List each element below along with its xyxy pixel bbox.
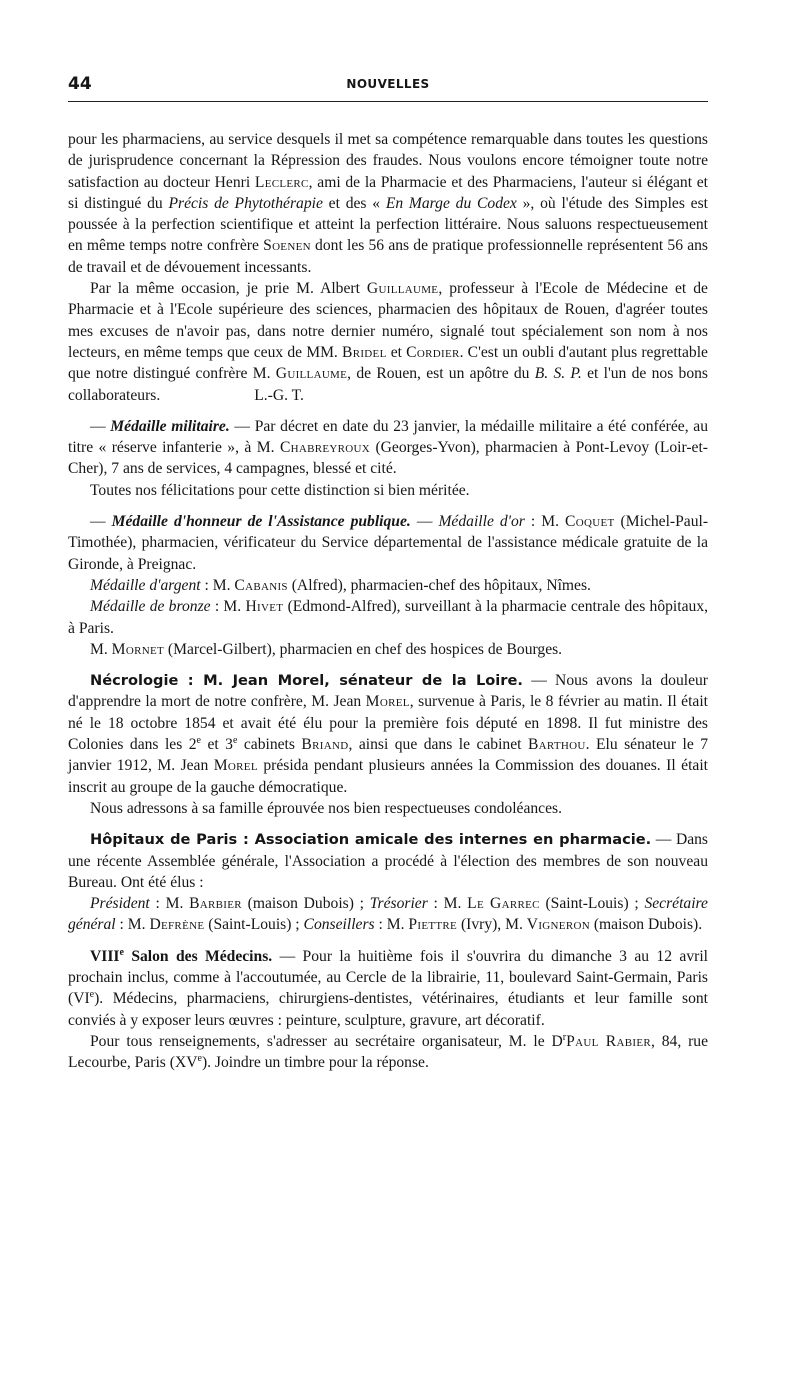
society-abbreviation: B. S. P. [534,365,582,383]
paragraph-hopitaux-paris: Hôpitaux de Paris : Association amicale des internes en pharmacie. — Dans une récente Assemblée générale, l'Association a procédé à l'élection des membres de son nouveau Bureau. Ont été élus : [68,831,708,891]
medal-class: Médaille d'or [438,513,525,531]
section-heading: Nécrologie : M. Jean Morel, sénateur de la Loire. [90,672,523,690]
person-name: Paul Rabier [566,1032,651,1050]
role-title: Conseillers [303,916,375,934]
paragraph-necrologie: Nécrologie : M. Jean Morel, sénateur de la Loire. — Nous avons la douleur d'apprendre la mort de notre confrère, M. Jean Morel, survenue à Paris, le 8 février au matin. Il était né le 18 octobre 1854 et avait été élu pour la première fois député en 1898. Il fut ministre des Colonies dans les 2e et 3e cabinets Briand, ainsi que dans le cabinet Barthou. Elu sénateur le 7 janvier 1912, M. Jean Morel présida pendant plusieurs années la Commission des douanes. Il était inscrit au groupe de la gauche démocratique. [68,672,709,796]
paragraph-salon-medecins: VIIIe Salon des Médecins. — Pour la huitième fois il s'ouvrira du dimanche 3 au 12 avril prochain inclus, comme à l'accoutumée, au Cercle de la librairie, 11, boulevard Saint-Germain, Paris (VIe). Médecins, pharmaciens, chirurgiens-dentistes, vétérinaires, étudiants et leur famille sont conviés à y exposer leurs œuvres : peinture, sculpture, gravure, art décoratif. [68,946,708,1029]
running-title: NOUVELLES [346,77,430,91]
person-name: Vigneron [526,916,590,934]
header-rule [68,101,708,102]
author-signature: L.-G. T. [254,386,304,404]
page-number: 44 [68,74,92,94]
paragraph-felicitations: Toutes nos félicitations pour cette distinction si bien méritée. [90,481,470,499]
person-name: Morel [365,693,410,711]
page-header [68,74,708,98]
person-name: Hivet [245,598,284,616]
section-heading: VIIIe Salon des Médecins. [90,946,273,965]
person-name: Bridel [342,343,387,361]
medal-class: Médaille de bronze [90,598,211,616]
section-heading: Médaille militaire. [110,417,230,435]
person-name: Cordier [406,343,460,361]
person-name: Defrène [149,916,205,934]
person-name: Coquet [565,513,615,531]
section-heading: Médaille d'honneur de l'Assistance publique. [111,513,411,531]
person-name: Guillaume [275,365,348,383]
person-name: Piettre [408,916,458,934]
paragraph-renseignements: Pour tous renseignements, s'adresser au secrétaire organisateur, M. le $D^rPaul$ Rabier, 84, rue Lecourbe, Paris (XVe). Joindre un timbre pour la réponse. [68,1031,708,1072]
book-title: Précis de Phytothérapie [168,194,323,212]
paragraph-guillaume-apology: Par la même occasion, je prie M. Albert Guillaume, professeur à l'Ecole de Médecine et de Pharmacie et à l'Ecole supérieure des sciences, pharmacien des hôpitaux de Rouen, d'agréer toutes mes excuses de n'avoir pas, dans notre dernier numéro, signalé tout spécialement son nom à nos lecteurs, en même temps que ceux de MM. Bridel et Cordier. C'est un oubli d'autant plus regrettable que notre distingué confrère M. Guillaume, de Rouen, est un apôtre du B. S. P. et l'un de nos bons collaborateurs. L.-G. T. [68,280,708,404]
role-title: Président [90,895,150,913]
paragraph-bureau-members: Président : M. Barbier (maison Dubois) ; Trésorier : M. Le Garrec (Saint-Louis) ; Secrétaire général : M. Defrène (Saint-Louis) ; Conseillers : M. Piettre (Ivry), M. Vigneron (maison Dubois). [68,895,708,934]
paragraph-medaille-militaire: — Médaille militaire. — Par décret en date du 23 janvier, la médaille militaire a été conférée, au titre « réserve infanterie », à M. Chabreyroux (Georges-Yvon), pharmacien à Pont-Levoy (Loir-et-Cher), 7 ans de services, 4 campagnes, blessé et cité. [68,417,708,478]
person-name: Mornet [111,640,165,658]
paragraph-condoleances: Nous adressons à sa famille éprouvée nos bien respectueuses condoléances. [90,799,562,817]
person-name: Cabanis [234,576,288,594]
person-name: Chabreyroux [279,439,371,457]
paragraph-medaille-argent: Médaille d'argent : M. Cabanis (Alfred), pharmacien-chef des hôpitaux, Nîmes. [90,576,591,594]
person-name: Briand [301,736,349,754]
paragraph-pharmacists-thanks: pour les pharmaciens, au service desquels il met sa compétence remarquable dans toutes les questions de jurisprudence concernant la Répression des fraudes. Nous voulons encore témoigner toute notre satisfaction au docteur Henri Leclerc, ami de la Pharmacie et des Pharmaciens, l'auteur si élégant et si distingué du Précis de Phytothérapie et des « En Marge du Codex », où l'étude des Simples est poussée à la perfection scientifique et atteint la perfection littéraire. Nous saluons respectueusement en même temps notre confrère Soenen dont les 56 ans de pratique professionnelle représentent 56 ans de travail et de dévouement incessants. [68,131,709,276]
paragraph-medaille-assistance: — Médaille d'honneur de l'Assistance publique. — Médaille d'or : M. Coquet (Michel-Paul-Timothée), pharmacien, vérificateur du Service départemental de l'assistance médicale gratuite de la Gironde, à Preignac. [68,513,709,573]
person-name: Barthou [527,736,586,754]
role-title: Trésorier [369,895,428,913]
role-title: Secrétaire général [68,895,708,934]
paragraph-medaille-bronze: Médaille de bronze : M. Hivet (Edmond-Alfred), surveillant à la pharmacie centrale des hôpitaux, à Paris. [68,598,709,637]
book-title: En Marge du Codex [385,194,517,212]
section-heading: Hôpitaux de Paris : Association amicale des internes en pharmacie. [90,831,652,849]
medal-class: Médaille d'argent [90,576,201,594]
article-body [68,129,708,1073]
document-page [68,74,709,1072]
person-name: Leclerc [254,173,309,191]
paragraph-mornet: M. Mornet (Marcel-Gilbert), pharmacien en chef des hospices de Bourges. [90,640,563,658]
person-name: Barbier [189,895,242,913]
person-name: Le Garrec [467,895,540,913]
person-name: Guillaume [366,280,439,298]
person-name: Soenen [263,237,311,255]
person-name: Morel [213,757,258,775]
